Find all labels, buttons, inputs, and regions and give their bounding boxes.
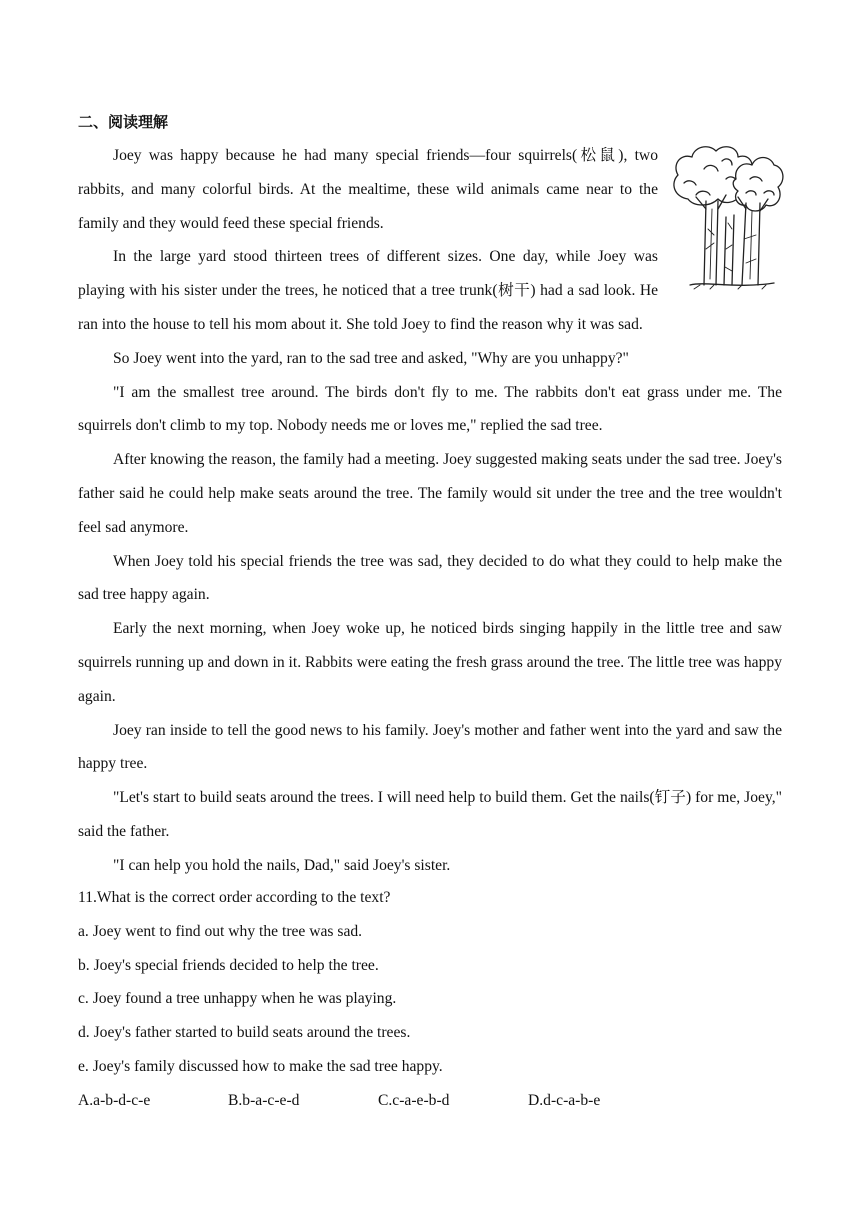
passage-paragraph: "Let's start to build seats around the trees. I will need help to build them. Get the nails(钉子) for me, Joey," said the father. [78, 789, 782, 840]
answer-option-c[interactable]: C.c-a-e-b-d [378, 1091, 450, 1109]
question-block [78, 881, 782, 1118]
passage-paragraph: After knowing the reason, the family had a meeting. Joey suggested making seats under the sad tree. Joey's father said he could help make seats around the tree. The family would sit under the tree and the tree wouldn't feel sad anymore. [78, 451, 782, 536]
answer-option-b[interactable]: B.b-a-c-e-d [228, 1091, 300, 1109]
question-stem: 11.What is the correct order according to the text? [78, 889, 391, 906]
passage-paragraph: "I can help you hold the nails, Dad," said Joey's sister. [113, 856, 451, 874]
statement-item: b. Joey's special friends decided to help the tree. [78, 956, 379, 974]
passage-paragraph: When Joey told his special friends the tree was sad, they decided to do what they could to help make the sad tree happy again. [78, 552, 782, 604]
statement-item: a. Joey went to find out why the tree was sad. [78, 922, 363, 940]
answer-options [78, 1084, 782, 1118]
answer-option-d[interactable]: D.d-c-a-b-e [528, 1091, 601, 1109]
passage-paragraph: Joey was happy because he had many special friends—four squirrels(松鼠), two rabbits, and many colorful birds. At the mealtime, these wild animals came near to the family and they would feed these special friends. [78, 147, 658, 232]
section-heading: 二、阅读理解 [78, 113, 169, 131]
passage-paragraph: So Joey went into the yard, ran to the sad tree and asked, "Why are you unhappy?" [113, 349, 629, 367]
statement-item: d. Joey's father started to build seats around the trees. [78, 1024, 411, 1042]
statement-item: e. Joey's family discussed how to make the sad tree happy. [78, 1057, 443, 1075]
passage-paragraph: In the large yard stood thirteen trees of different sizes. One day, while Joey was playing with his sister under the trees, he noticed that a tree trunk(树干) had a sad look. He ran into the house to tell his mom about it. She told Joey to find the reason why it was sad. [78, 248, 658, 333]
statement-item: c. Joey found a tree unhappy when he was playing. [78, 990, 397, 1008]
tree-illustration-icon [666, 139, 784, 293]
passage-paragraph: "I am the smallest tree around. The birds don't fly to me. The rabbits don't eat grass under me. The squirrels don't climb to my top. Nobody needs me or loves me," replied the sad tree. [78, 383, 782, 435]
answer-option-a[interactable]: A.a-b-d-c-e [78, 1091, 151, 1109]
passage-paragraph: Early the next morning, when Joey woke up, he noticed birds singing happily in the little tree and saw squirrels running up and down in it. Rabbits were eating the fresh grass around the tree. The little tree was happy again. [78, 620, 782, 705]
passage-paragraph: Joey ran inside to tell the good news to his family. Joey's mother and father went into the yard and saw the happy tree. [78, 721, 782, 773]
reading-passage [78, 139, 782, 883]
